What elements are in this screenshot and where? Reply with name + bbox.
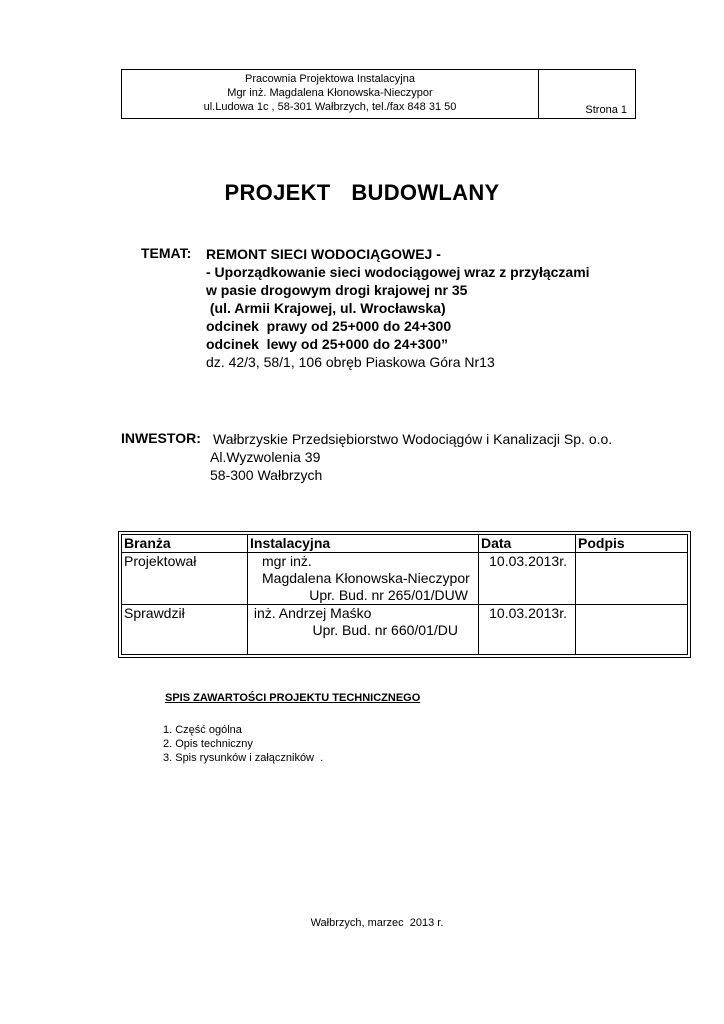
document-title: PROJEKT BUDOWLANY: [224, 180, 500, 205]
table-row: [122, 605, 688, 655]
company-name: Pracownia Projektowa Instalacyjna: [245, 73, 415, 85]
license-line: Upr. Bud. nr 265/01/DUW: [309, 587, 468, 603]
inwestor-label: INWESTOR:: [121, 430, 201, 446]
inwestor-city: 58-300 Wałbrzych: [210, 467, 323, 483]
header-branza: Branża: [122, 535, 248, 553]
place-date: [0, 917, 724, 929]
temat-line: w pasie drogowym drogi krajowej nr 35: [206, 282, 468, 298]
name-line: Magdalena Kłonowska-Nieczypor: [262, 570, 470, 586]
role-cell: Sprawdził: [122, 605, 248, 655]
title-line: mgr inż.: [262, 553, 312, 569]
signature-table: [121, 534, 688, 655]
contents-list: [163, 723, 323, 765]
date-cell: 10.03.2013r.: [479, 605, 576, 655]
inwestor-content: [210, 430, 613, 484]
name-cell: [248, 553, 479, 605]
temat-line: (ul. Armii Krajowej, ul. Wrocławska): [206, 300, 446, 316]
header-data: Data: [479, 535, 576, 553]
company-address: ul.Ludowa 1c , 58-301 Wałbrzych, tel./fax 848 31 50: [203, 101, 457, 113]
company-info: [122, 70, 539, 118]
signature-table-frame: [118, 531, 691, 658]
temat-line: REMONT SIECI WODOCIĄGOWEJ -: [206, 246, 441, 262]
plot-numbers: dz. 42/3, 58/1, 106 obręb Piaskowa Góra Nr13: [206, 354, 495, 370]
page-number: Strona 1: [585, 104, 627, 116]
inwestor-street: Al.Wyzwolenia 39: [210, 449, 321, 465]
sign-cell: [576, 553, 688, 605]
list-item: 1. Część ogólna: [163, 724, 242, 736]
license-line: Upr. Bud. nr 660/01/DU: [312, 622, 458, 638]
inwestor-name: Wałbrzyskie Przedsiębiorstwo Wodociągów i Kanalizacji Sp. o.o.: [213, 431, 613, 447]
list-item: 2. Opis techniczny: [163, 738, 253, 750]
temat-line: odcinek lewy od 25+000 do 24+300”: [206, 336, 449, 352]
name-line: inż. Andrzej Maśko: [250, 605, 372, 621]
page-number-cell: [539, 70, 635, 118]
sign-cell: [576, 605, 688, 655]
company-owner: Mgr inż. Magdalena Kłonowska-Nieczypor: [227, 87, 433, 99]
header-instalacyjna: Instalacyjna: [248, 535, 479, 553]
temat-line: - Uporządkowanie sieci wodociągowej wraz z przyłączami: [206, 264, 590, 280]
place-date-text: Wałbrzych, marzec 2013 r.: [310, 917, 444, 929]
contents-title: SPIS ZAWARTOŚCI PROJEKTU TECHNICZNEGO: [165, 692, 421, 704]
temat-line: odcinek prawy od 25+000 do 24+300: [206, 318, 452, 334]
role-cell: Projektował: [122, 553, 248, 605]
table-row: [122, 553, 688, 605]
date-cell: 10.03.2013r.: [479, 553, 576, 605]
name-cell: [248, 605, 479, 655]
table-header-row: [122, 535, 688, 553]
list-item: 3. Spis rysunków i załączników .: [163, 752, 324, 764]
header-box: [121, 69, 636, 119]
temat-content: [206, 245, 590, 371]
temat-label: TEMAT:: [141, 245, 192, 261]
header-podpis: Podpis: [576, 535, 688, 553]
